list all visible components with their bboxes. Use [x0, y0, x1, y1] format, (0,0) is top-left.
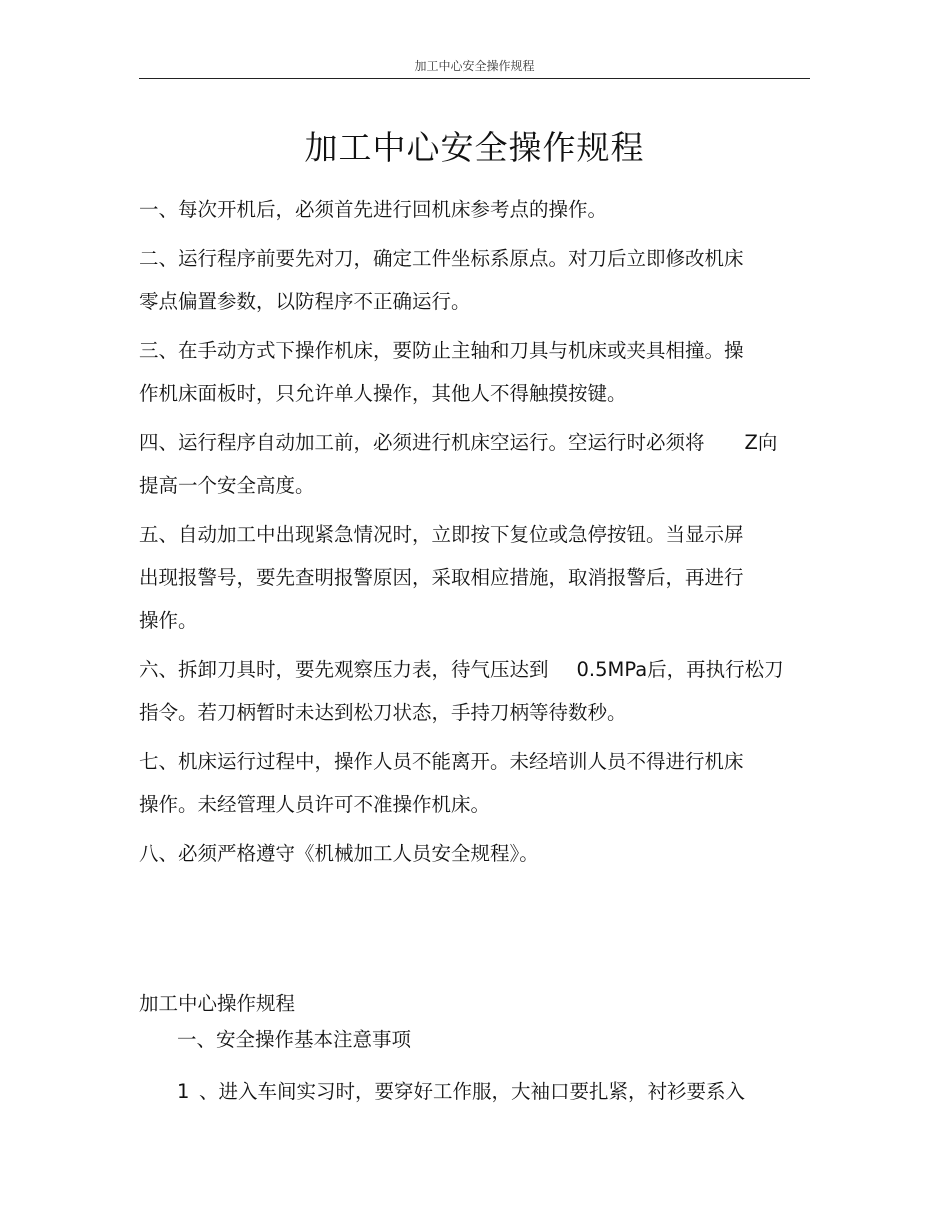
rule-7-line-2: 操作。未经管理人员许可不准操作机床。: [139, 793, 491, 816]
rule-4-line-2: 提高一个安全高度。: [139, 474, 315, 497]
document-title: 加工中心安全操作规程: [304, 128, 645, 167]
rule-6-line-1-text: 六、拆卸刀具时，要先观察压力表，待气压达到: [139, 658, 549, 681]
rule-5-line-3: 操作。: [139, 609, 198, 632]
rule-4-line-1-text: 四、运行程序自动加工前，必须进行机床空运行。空运行时必须将: [139, 431, 705, 454]
rule-1-line-1: 一、每次开机后，必须首先进行回机床参考点的操作。: [139, 198, 608, 221]
section-item-1-text: 、进入车间实习时，要穿好工作服，大袖口要扎紧，衬衫要系入: [199, 1080, 746, 1103]
section-item-1-number: 1: [177, 1080, 190, 1103]
rule-8: [139, 832, 819, 875]
rule-7: [139, 740, 819, 826]
section-item-1: [177, 1074, 819, 1110]
rule-5: [139, 513, 819, 642]
rule-4-line-1: [139, 421, 819, 464]
rule-6-line-2: 指令。若刀柄暂时未达到松刀状态，手持刀柄等待数秒。: [139, 701, 627, 724]
rule-5-line-1: 五、自动加工中出现紧急情况时，立即按下复位或急停按钮。当显示屏: [139, 523, 744, 546]
rule-3-line-2: 作机床面板时，只允许单人操作，其他人不得触摸按键。: [139, 382, 627, 405]
rule-7-line-1: 七、机床运行过程中，操作人员不能离开。未经培训人员不得进行机床: [139, 750, 744, 773]
rule-1: [139, 188, 819, 231]
header-divider: [139, 78, 810, 79]
rule-2-line-2: 零点偏置参数，以防程序不正确运行。: [139, 290, 471, 313]
operation-procedure-section: [139, 986, 819, 1110]
rule-8-line-1: 八、必须严格遵守《机械加工人员安全规程》。: [139, 842, 539, 865]
rule-3: [139, 329, 819, 415]
rules-list: [139, 188, 819, 881]
running-header: 加工中心安全操作规程: [414, 59, 535, 73]
rule-4-line-1-axis: Z向: [744, 431, 778, 454]
rule-4: [139, 421, 819, 507]
section-heading: 一、安全操作基本注意事项: [177, 1028, 412, 1051]
rule-3-line-1: 三、在手动方式下操作机床，要防止主轴和刀具与机床或夹具相撞。操: [139, 339, 744, 362]
section-title: 加工中心操作规程: [139, 992, 296, 1015]
rule-2: [139, 237, 819, 323]
rule-6-line-1-pressure: 0.5MPa后，再执行松刀: [576, 658, 784, 681]
rule-5-line-2: 出现报警号，要先查明报警原因，采取相应措施，取消报警后，再进行: [139, 566, 744, 589]
rule-2-line-1: 二、运行程序前要先对刀，确定工件坐标系原点。对刀后立即修改机床: [139, 247, 744, 270]
rule-6: [139, 648, 819, 734]
rule-6-line-1: [139, 648, 819, 691]
